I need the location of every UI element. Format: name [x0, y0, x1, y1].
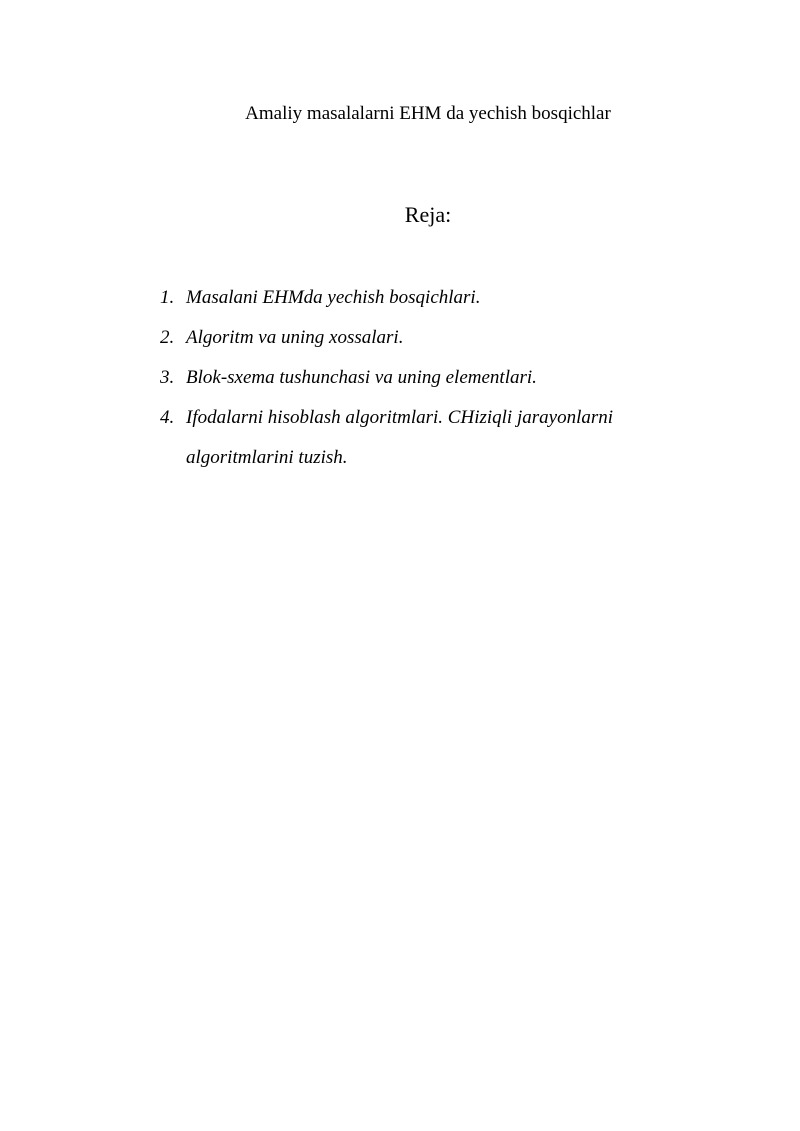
- plan-item-text: Masalani EHMda yechish bosqichlari.: [186, 287, 481, 308]
- plan-item-text: Algoritm va uning xossalari.: [186, 327, 404, 348]
- plan-item-text: Blok-sxema tushunchasi va uning elementlari.: [186, 367, 537, 388]
- plan-item: [160, 358, 700, 398]
- plan-item-text: Ifodalarni hisoblash algoritmlari. CHiziqli jarayonlarni algoritmlarini tuzish.: [186, 407, 614, 468]
- plan-item: [160, 278, 700, 318]
- plan-heading: Reja:: [404, 202, 452, 227]
- plan-item-number: 1.: [160, 287, 175, 308]
- plan-list: [160, 278, 700, 478]
- plan-item-number: 4.: [160, 407, 175, 428]
- document-title: Amaliy masalalarni EHM da yechish bosqichlar: [245, 103, 611, 124]
- plan-item-number: 3.: [160, 367, 175, 388]
- plan-item: [160, 318, 700, 358]
- plan-item-number: 2.: [160, 327, 175, 348]
- plan-item: [160, 398, 700, 478]
